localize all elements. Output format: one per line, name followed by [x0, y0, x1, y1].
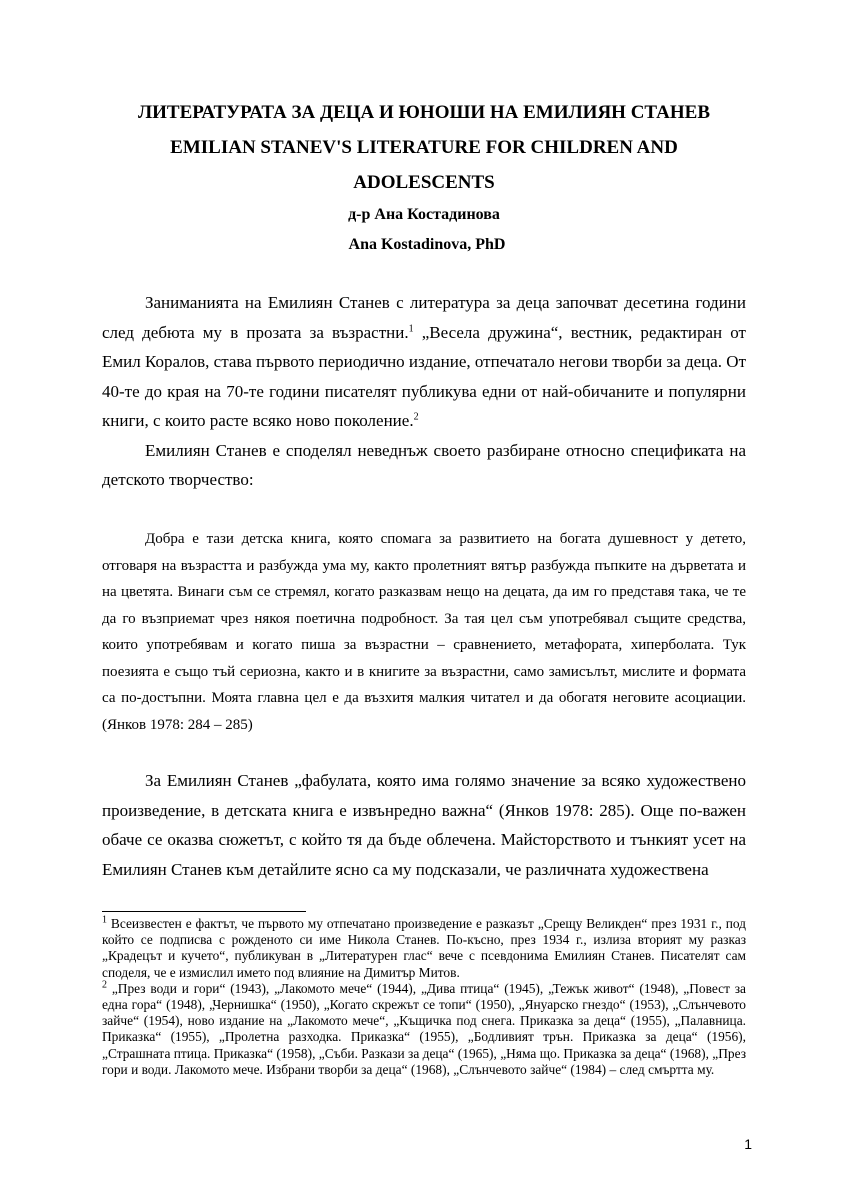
title-bulgarian: ЛИТЕРАТУРАТА ЗА ДЕЦА И ЮНОШИ НА ЕМИЛИЯН СТАНЕВ [137, 102, 711, 123]
quote-text: Добра е тази детска книга, която спомага за развитието на богата душевност у детето, отговаря на възрастта и разбужда ума му, както пролетният вятър разбужда пъпките на дърветата и на цветята. Винаги съм се стремял, когато разказвам нещо на децата, да им го представя така, че те да го възприемат чрез някоя поетична подробност. За тая цел съм употребявал същите средства, които употребявам и когато пиша за възрастни – сравнението, метафората, хиперболата. Тук поезията е също тъй сериозна, както и в книгите за възрастни, само замисълът, мислите и формата са по-достъпни. Моята главна цел е да възхитя малкия читател и да обогатя неговите асоциации. (Янков 1978: 284 – 285) [102, 531, 746, 733]
paragraph-1-text-b: „Весела дружина“, вестник, редактиран от Емил Коралов, става първото периодично издание, отпечатало негови творби за деца. От 40-те до края на 70-те години писателят публикува едни от най-обичаните и популярни книги, с които расте всяко ново поколение. [102, 322, 746, 430]
footnote-ref-2[interactable]: 2 [413, 411, 419, 423]
footnote-1-number: 1 [102, 914, 107, 926]
author-english: Ana Kostadinova, PhD [348, 236, 506, 253]
footnote-1-text: Всеизвестен е фактът, че първото му отпечатано произведение е разказът „Срещу Великден“ през 1931 г., под който се подписва с рожденото си име Никола Станев. По-късно, през 1934 г., излиза вторият му разказ „Крадецът и кучето“, публикуван в „Литературен глас“ вече с псевдонима Емилиян Станев. Писателят сам споделя, че е измислил името под влияние на Димитър Митов. [102, 916, 746, 980]
footnote-1 [102, 916, 746, 981]
footnote-ref-1[interactable]: 1 [408, 322, 414, 334]
title-english-line-1: EMILIAN STANEV'S LITERATURE FOR CHILDREN AND [170, 137, 678, 158]
body-section-2 [102, 766, 746, 884]
title-english-line-2: ADOLESCENTS [353, 172, 495, 193]
block-quote [102, 526, 746, 738]
footnotes [102, 916, 746, 1078]
paragraph-3: За Емилиян Станев „фабулата, която има голямо значение за всяко художествено произведение, в детската книга е извънредно важна“ (Янков 1978: 285). Още по-важен обаче се оказва сюжетът, с който тя да бъде облечена. Майсторството и тънкият усет на Емилиян Станев към детайлите ясно са му подсказали, че различната художествена [102, 771, 746, 879]
footnote-2-text: „През води и гори“ (1943), „Лакомото мече“ (1944), „Дива птица“ (1945), „Тежък живот“ (1948), „Повест за една гора“ (1948), „Чернишка“ (1950), „Когато скрежът се топи“ (1950), „Януарско гнездо“ (1953), „Слънчевото зайче“ (1954), ново издание на „Лакомото мече“, „Къщичка под снега. Приказка за деца“ (1955), „Палавница. Приказка“ (1955), „Пролетна разходка. Приказка“ (1955), „Бодливият трън. Приказка за деца“ (1956), „Страшната птица. Приказка“ (1958), „Съби. Разкази за деца“ (1965), „Няма що. Приказка за деца“ (1968), „През гори и води. Лакомото мече. Избрани творби за деца“ (1968), „Слънчевото зайче“ (1984) – след смъртта му. [102, 980, 746, 1077]
author-bulgarian: д-р Ана Костадинова [348, 206, 500, 223]
paragraph-1 [102, 288, 746, 436]
body-section-1 [102, 288, 746, 495]
footnote-separator [102, 911, 306, 912]
paragraph-1-text-a: Заниманията на Емилиян Станев с литература за деца започват десетина години след дебюта му в прозата за възрастни. [102, 293, 746, 342]
footnote-2-number: 2 [102, 979, 107, 991]
paragraph-2: Емилиян Станев е споделял неведнъж своето разбиране относно спецификата на детското творчество: [102, 440, 746, 489]
page-number: 1 [744, 1136, 752, 1152]
footnote-2 [102, 981, 746, 1078]
